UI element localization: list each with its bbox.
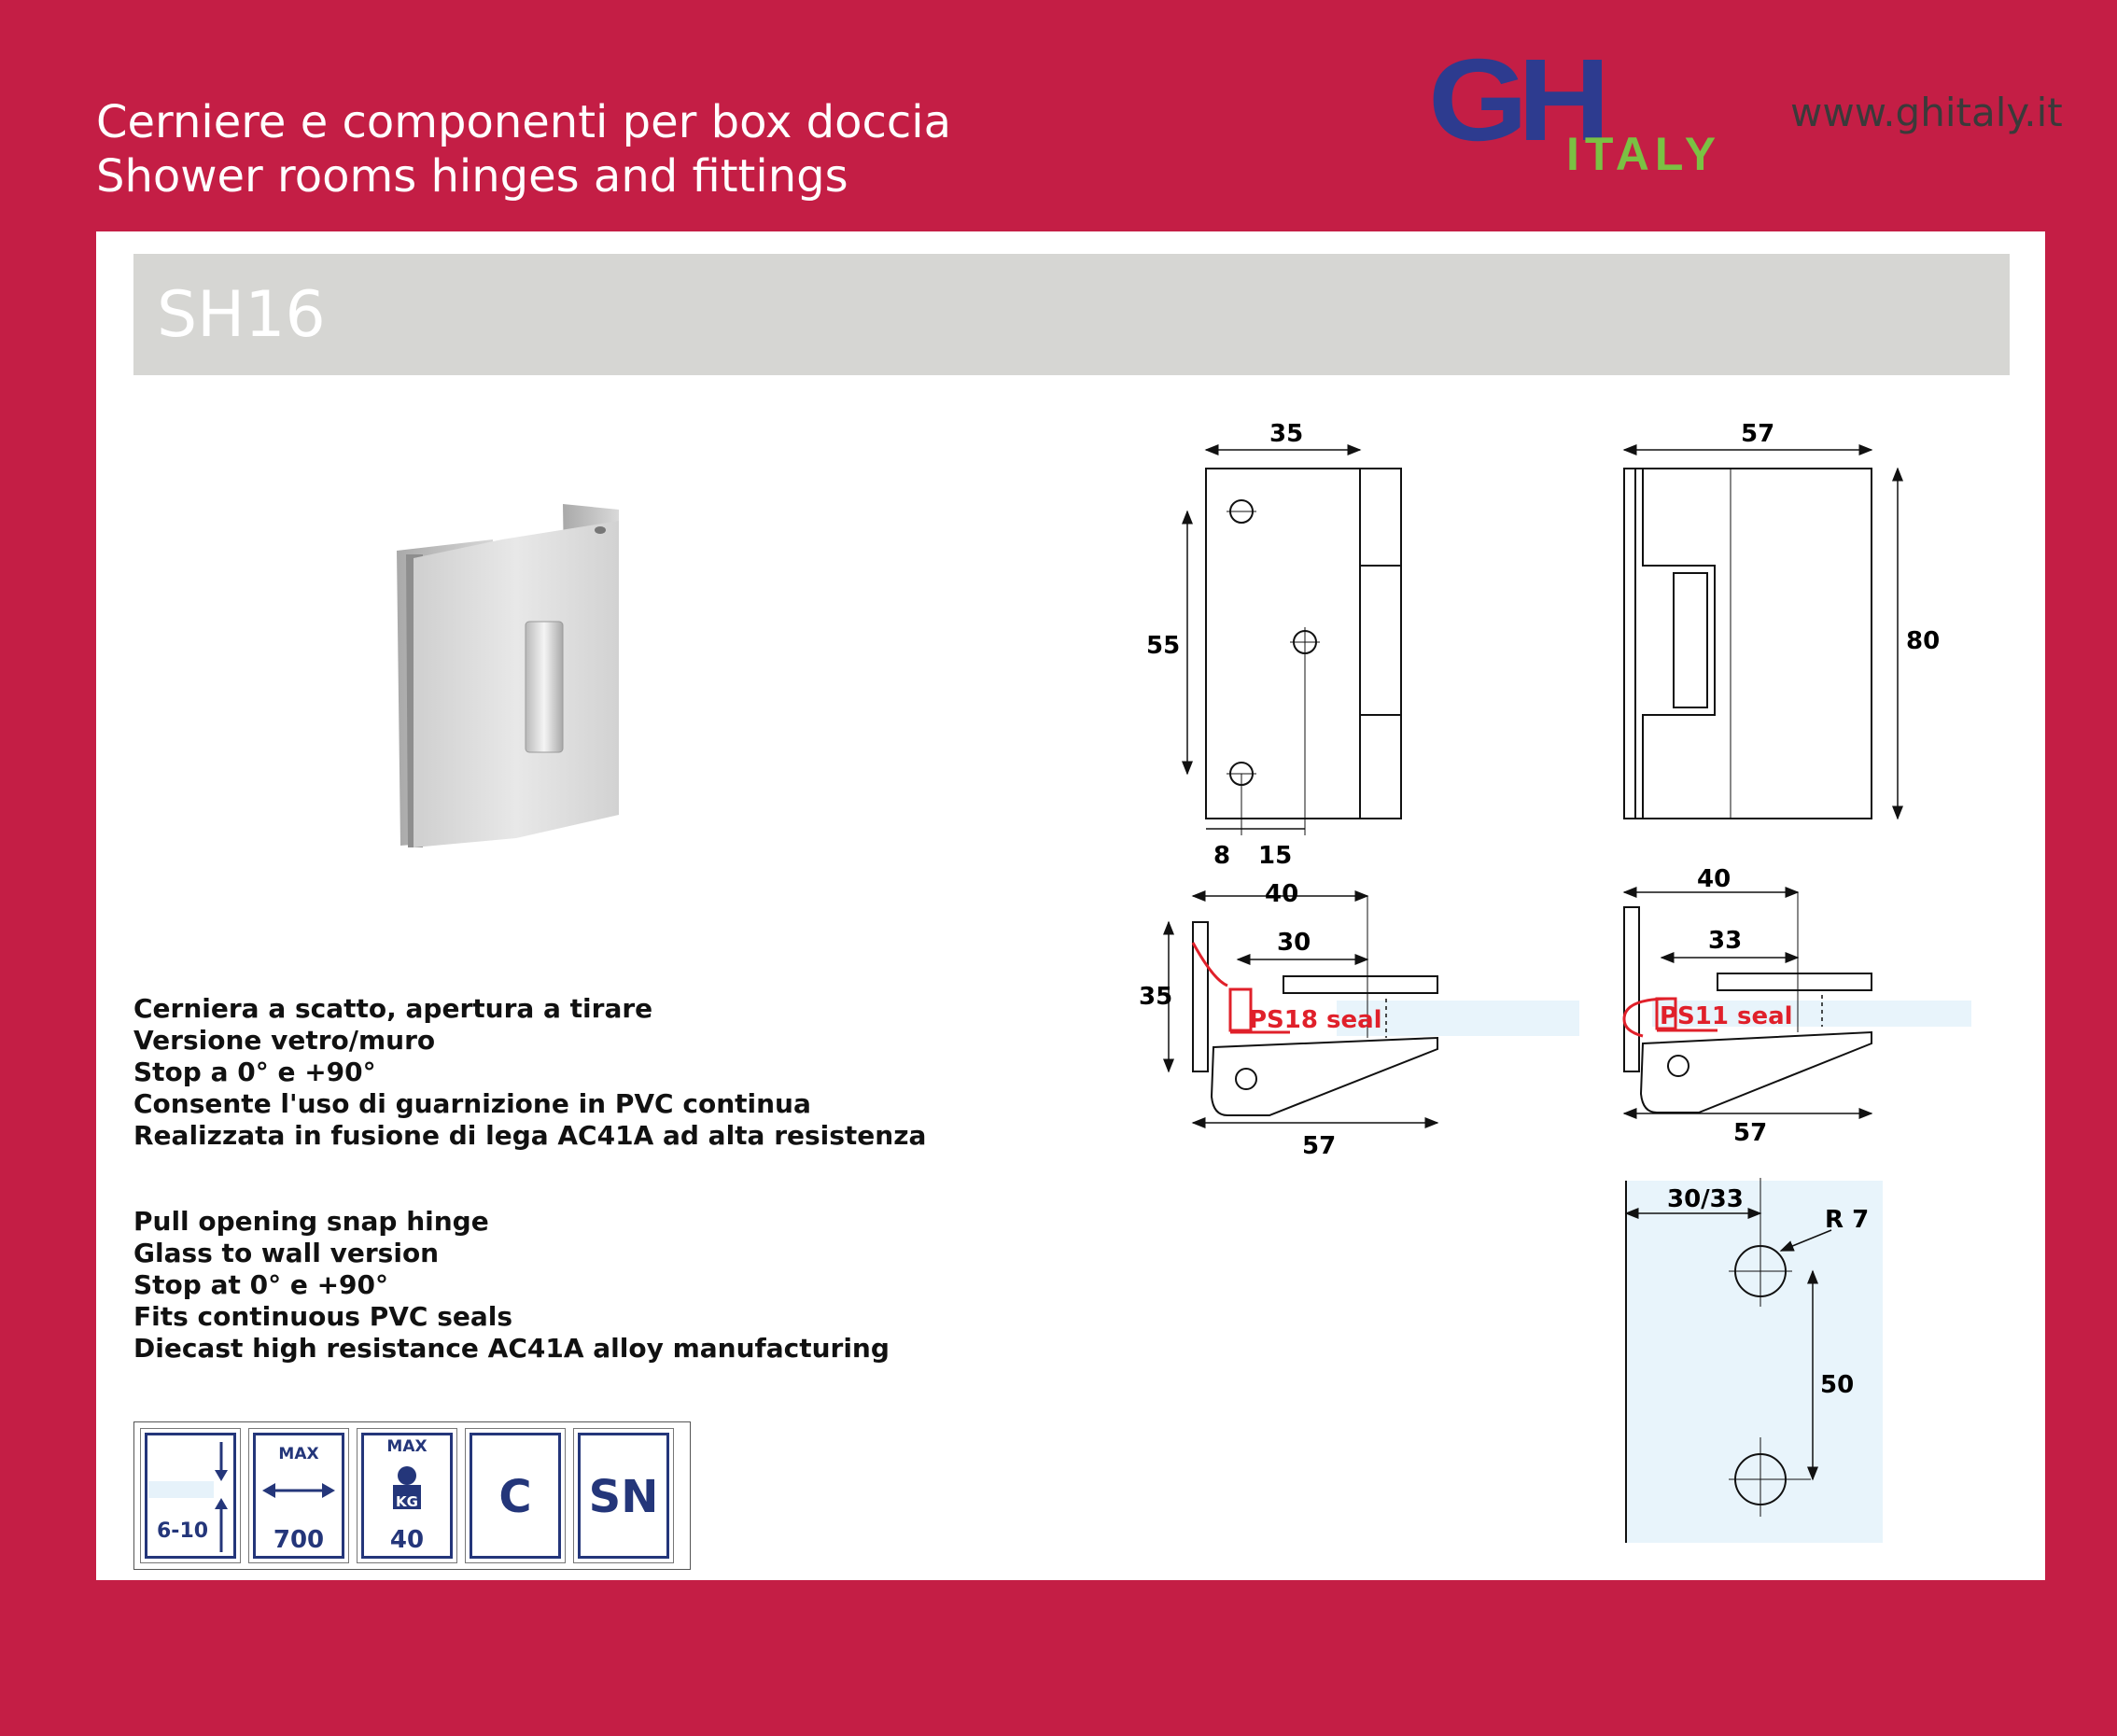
glass-radius-label: R 7 bbox=[1825, 1206, 1870, 1234]
logo-italy-text: ITALY bbox=[1566, 128, 1722, 173]
desc-en-line: Stop at 0° e +90° bbox=[133, 1269, 388, 1300]
desc-it-line: Stop a 0° e +90° bbox=[133, 1057, 376, 1087]
ps11-width-inner-label: 33 bbox=[1708, 927, 1743, 955]
desc-en-line: Fits continuous PVC seals bbox=[133, 1301, 513, 1332]
glass-thickness-value: 6-10 bbox=[157, 1519, 209, 1543]
website-link[interactable]: www.ghitaly.it bbox=[1790, 90, 2063, 135]
front-height-label: 55 bbox=[1146, 632, 1181, 660]
ps18-width-inner-label: 30 bbox=[1277, 929, 1311, 957]
desc-it-line: Realizzata in fusione di lega AC41A ad alta resistenza bbox=[133, 1120, 927, 1151]
kg-label: KG bbox=[396, 1493, 418, 1510]
glass-offset-label: 30/33 bbox=[1667, 1185, 1744, 1213]
desc-it-line: Cerniera a scatto, apertura a tirare bbox=[133, 993, 653, 1024]
desc-en-line: Diecast high resistance AC41A alloy manufacturing bbox=[133, 1333, 890, 1364]
glass-spacing-label: 50 bbox=[1820, 1371, 1855, 1399]
ps11-width-top-label: 40 bbox=[1697, 865, 1731, 893]
side-view-drawing bbox=[1624, 450, 1898, 819]
header-title-en: Shower rooms hinges and fittings bbox=[96, 150, 848, 203]
finish-sn-label: SN bbox=[588, 1471, 659, 1523]
max-width-value: 700 bbox=[273, 1526, 325, 1554]
front-offset-b-label: 15 bbox=[1258, 842, 1293, 870]
ps18-seal-label: PS18 seal bbox=[1249, 1006, 1382, 1034]
side-height-label: 80 bbox=[1906, 627, 1941, 655]
front-offset-a-label: 8 bbox=[1213, 842, 1231, 870]
ps11-width-bottom-label: 57 bbox=[1733, 1119, 1768, 1147]
header-title-it: Cerniere e componenti per box doccia bbox=[96, 96, 952, 148]
max-weight-value: 40 bbox=[389, 1526, 425, 1554]
ps11-seal-label: PS11 seal bbox=[1660, 1002, 1793, 1030]
front-view-drawing bbox=[1187, 450, 1401, 835]
finish-chrome-label: C bbox=[498, 1471, 532, 1523]
desc-it-line: Versione vetro/muro bbox=[133, 1025, 436, 1056]
desc-en-line: Glass to wall version bbox=[133, 1238, 440, 1268]
logo-gh-text: GH bbox=[1428, 51, 1601, 165]
max-weight-label: MAX bbox=[386, 1437, 428, 1456]
product-code: SH16 bbox=[157, 278, 326, 352]
max-width-label: MAX bbox=[278, 1445, 319, 1463]
ps18-width-top-label: 40 bbox=[1265, 880, 1299, 908]
side-width-label: 57 bbox=[1741, 420, 1775, 448]
desc-en-line: Pull opening snap hinge bbox=[133, 1206, 489, 1237]
ps18-depth-label: 35 bbox=[1139, 983, 1173, 1011]
ps18-width-bottom-label: 57 bbox=[1302, 1132, 1337, 1160]
desc-it-line: Consente l'uso di guarnizione in PVC continua bbox=[133, 1088, 811, 1119]
front-width-label: 35 bbox=[1269, 420, 1304, 448]
